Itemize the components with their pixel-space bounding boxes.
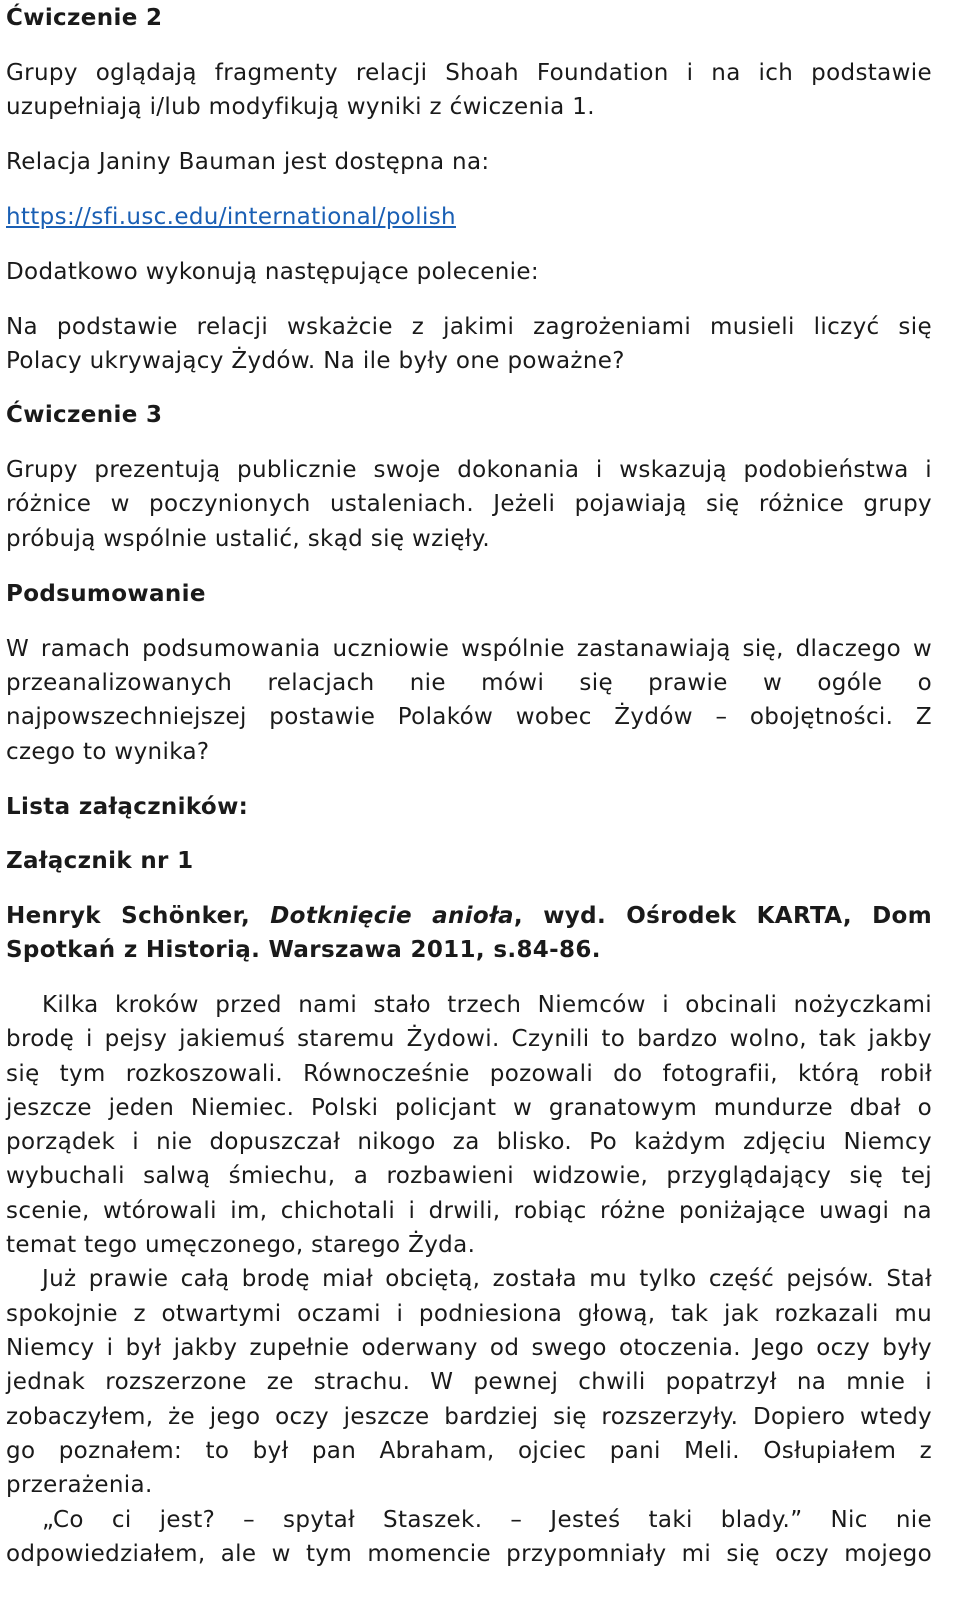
excerpt-line: temat tego umęczonego, starego Żyda. [6,1232,476,1258]
excerpt-line: przerażenia. [6,1472,153,1498]
exercise-2-text-line: uzupełniają i/lub modyfikują wyniki z ćwiczenia 1. [6,94,595,120]
task-text-line: Na podstawie relacji wskażcie z jakimi zagrożeniami musieli liczyć się [6,314,932,340]
relation-link[interactable]: https://sfi.usc.edu/international/polish [6,204,456,230]
excerpt-line: jeszcze jeden Niemiec. Polski policjant w granatowym mundurze dbał o [6,1095,932,1121]
exercise-2-text-line: Grupy oglądają fragmenty relacji Shoah Foundation i na ich podstawie [6,60,932,86]
exercise-3-text-line: Grupy prezentują publicznie swoje dokonania i wskazują podobieństwa i [6,457,932,483]
exercise-3-text-line: próbują wspólnie ustalić, skąd się wzięły. [6,526,491,552]
summary-text-line: najpowszechniejszej postawie Polaków wobec Żydów – obojętności. Z [6,704,932,730]
relation-label: Relacja Janiny Bauman jest dostępna na: [6,149,490,175]
attachments-heading: Lista załączników: [6,794,249,820]
summary-text-line: czego to wynika? [6,739,210,765]
citation-line: Spotkań z Historią. Warszawa 2011, s.84-86. [6,937,601,963]
excerpt-line: odpowiedziałem, ale w tym momencie przypomniały mi się oczy mojego [6,1541,932,1567]
attachment-1-heading: Załącznik nr 1 [6,848,194,874]
excerpt-line: Już prawie całą brodę miał obciętą, została mu tylko część pejsów. Stał [42,1266,932,1292]
excerpt-line: go poznałem: to był pan Abraham, ojciec pani Meli. Osłupiałem z [6,1438,932,1464]
extra-task-label: Dodatkowo wykonują następujące polecenie: [6,259,540,285]
task-text-line: Polacy ukrywający Żydów. Na ile były one poważne? [6,348,625,374]
citation-author: Henryk Schönker, [6,903,271,929]
excerpt-line: spokojnie z otwartymi oczami i podniesiona głową, tak jak rozkazali mu [6,1301,932,1327]
citation-publisher: , wyd. Ośrodek KARTA, Dom [513,903,933,929]
excerpt-line: Niemcy i był jakby zupełnie oderwany od swego otoczenia. Jego oczy były [6,1335,932,1361]
citation-line [6,899,932,933]
relation-link-line [6,200,932,234]
exercise-3-heading: Ćwiczenie 3 [6,402,163,428]
exercise-2-heading: Ćwiczenie 2 [6,5,163,31]
excerpt-line: się tym rozkoszowali. Równocześnie pozowali do fotografii, którą robił [6,1061,932,1087]
excerpt-line: scenie, wtórowali im, chichotali i drwili, robiąc różne poniżające uwagi na [6,1198,932,1224]
summary-text-line: W ramach podsumowania uczniowie wspólnie zastanawiają się, dlaczego w [6,636,932,662]
excerpt-line: „Co ci jest? – spytał Staszek. – Jesteś taki blady.” Nic nie [42,1507,932,1533]
excerpt-line: brodę i pejsy jakiemuś staremu Żydowi. Czynili to bardzo wolno, tak jakby [6,1026,932,1052]
excerpt-line: jednak rozszerzone ze strachu. W pewnej chwili popatrzył na mnie i [6,1369,932,1395]
summary-text-line: przeanalizowanych relacjach nie mówi się prawie w ogóle o [6,670,932,696]
excerpt-line: Kilka kroków przed nami stało trzech Niemców i obcinali nożyczkami [42,992,932,1018]
excerpt-line: porządek i nie dopuszczał nikogo za blisko. Po każdym zdjęciu Niemcy [6,1129,932,1155]
excerpt-line: zobaczyłem, że jego oczy jeszcze bardziej się rozszerzyły. Dopiero wtedy [6,1404,932,1430]
exercise-3-text-line: różnice w poczynionych ustaleniach. Jeżeli pojawiają się różnice grupy [6,491,932,517]
summary-heading: Podsumowanie [6,581,206,607]
citation-title: Dotknięcie anioła [270,903,514,929]
excerpt-line: wybuchali salwą śmiechu, a rozbawieni widzowie, przyglądający się tej [6,1163,932,1189]
